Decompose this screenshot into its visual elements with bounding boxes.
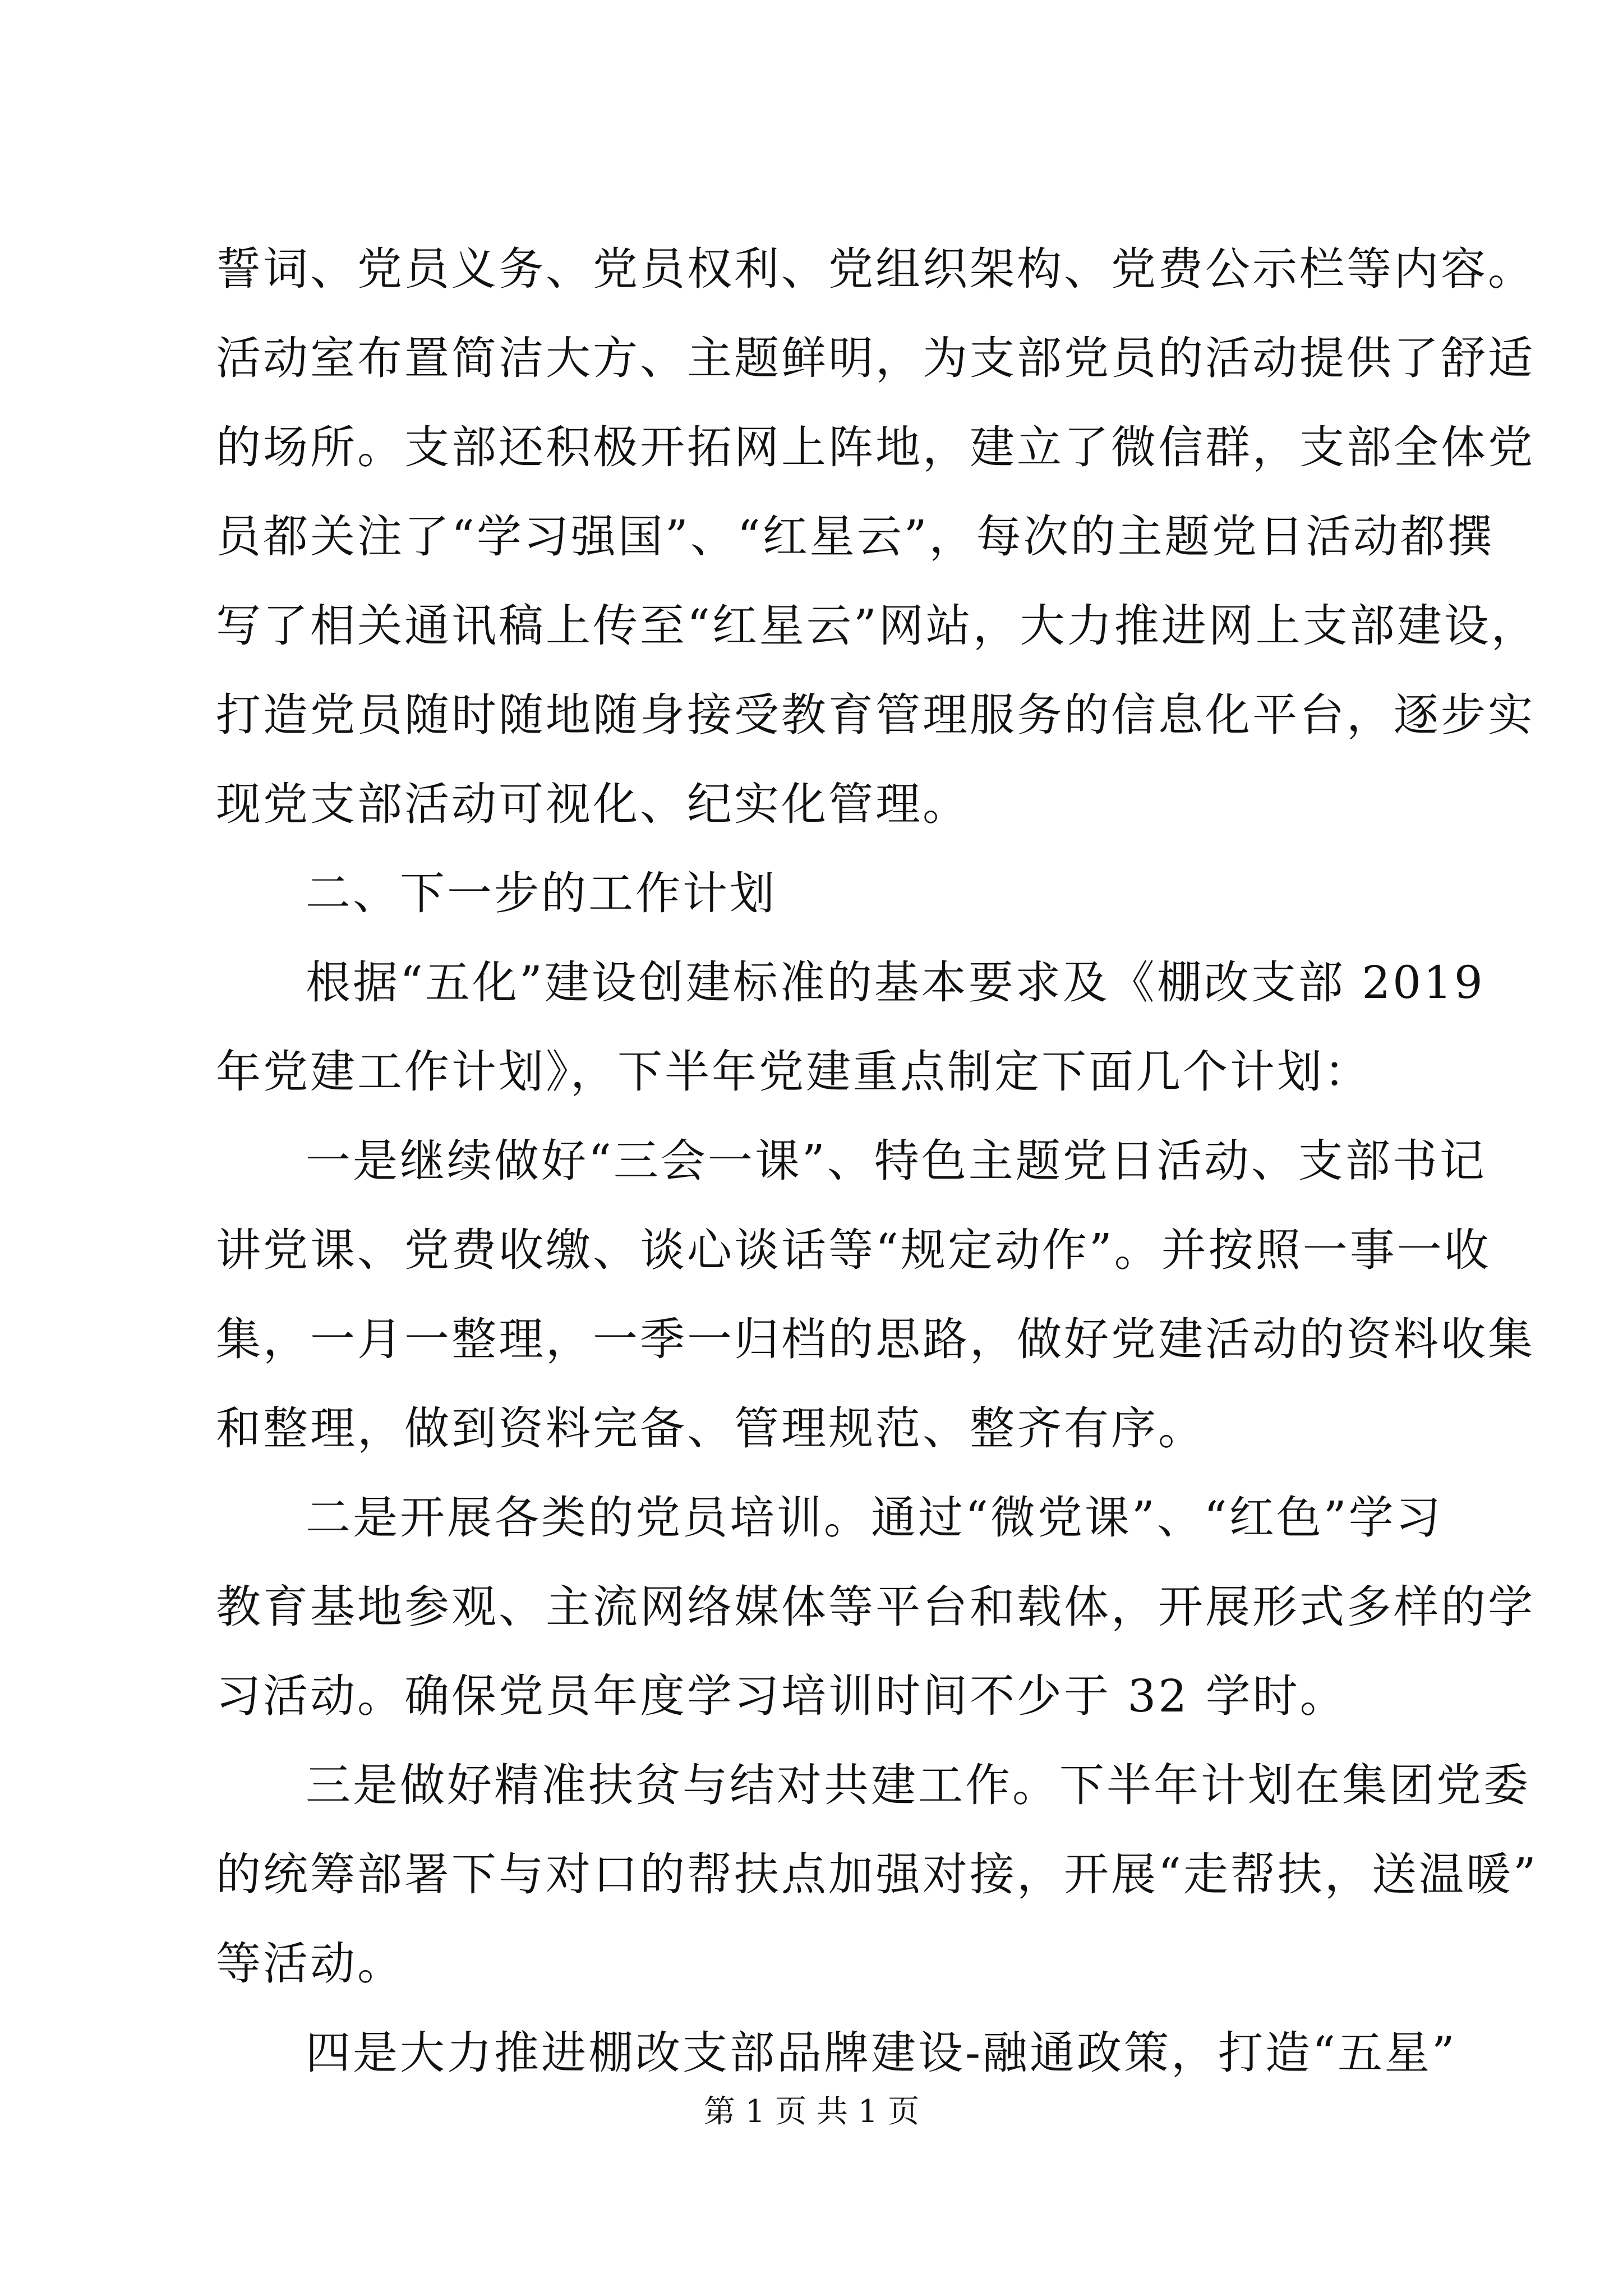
text-line: 活动室布置简洁大方、主题鲜明，为支部党员的活动提供了舒适 [216,332,1535,384]
text-line: 打造党员随时随地随身接受教育管理服务的信息化平台，逐步实 [216,689,1535,741]
text-line: 和整理，做到资料完备、管理规范、整齐有序。 [216,1402,1205,1455]
text-line: 的场所。支部还积极开拓网上阵地，建立了微信群，支部全体党 [216,421,1535,473]
text-line: 的统筹部署下与对口的帮扶点加强对接，开展“走帮扶，送温暖” [216,1848,1538,1901]
text-line: 二是开展各类的党员培训。通过“微党课”、“红色”学习 [306,1492,1443,1544]
text-line: 写了相关通讯稿上传至“红星云”网站，大力推进网上支部建设， [216,600,1538,652]
section-heading: 二、下一步的工作计划 [306,867,777,919]
text-line: 习活动。确保党员年度学习培训时间不少于 32 学时。 [216,1670,1347,1722]
text-line: 等活动。 [216,1938,404,1990]
text-line: 四是大力推进棚改支部品牌建设-融通政策，打造“五星” [306,2027,1457,2079]
page-number-footer: 第 1 页 共 1 页 [703,2093,920,2130]
text-line: 员都关注了“学习强国”、“红星云”，每次的主题党日活动都撰 [216,510,1495,563]
text-line: 讲党课、党费收缴、谈心谈话等“规定动作”。并按照一事一收 [216,1224,1491,1276]
text-line: 三是做好精准扶贫与结对共建工作。下半年计划在集团党委 [306,1759,1530,1811]
text-line: 年党建工作计划》，下半年党建重点制定下面几个计划： [216,1046,1371,1098]
text-line: 誓词、党员义务、党员权利、党组织架构、党费公示栏等内容。 [216,243,1535,295]
text-line: 根据“五化”建设创建标准的基本要求及《棚改支部 2019 [306,956,1485,1009]
text-line: 集，一月一整理，一季一归档的思路，做好党建活动的资料收集 [216,1313,1535,1365]
text-line: 教育基地参观、主流网络媒体等平台和载体，开展形式多样的学 [216,1581,1535,1633]
text-line: 现党支部活动可视化、纪实化管理。 [216,778,970,830]
text-line: 一是继续做好“三会一课”、特色主题党日活动、支部书记 [306,1135,1487,1187]
